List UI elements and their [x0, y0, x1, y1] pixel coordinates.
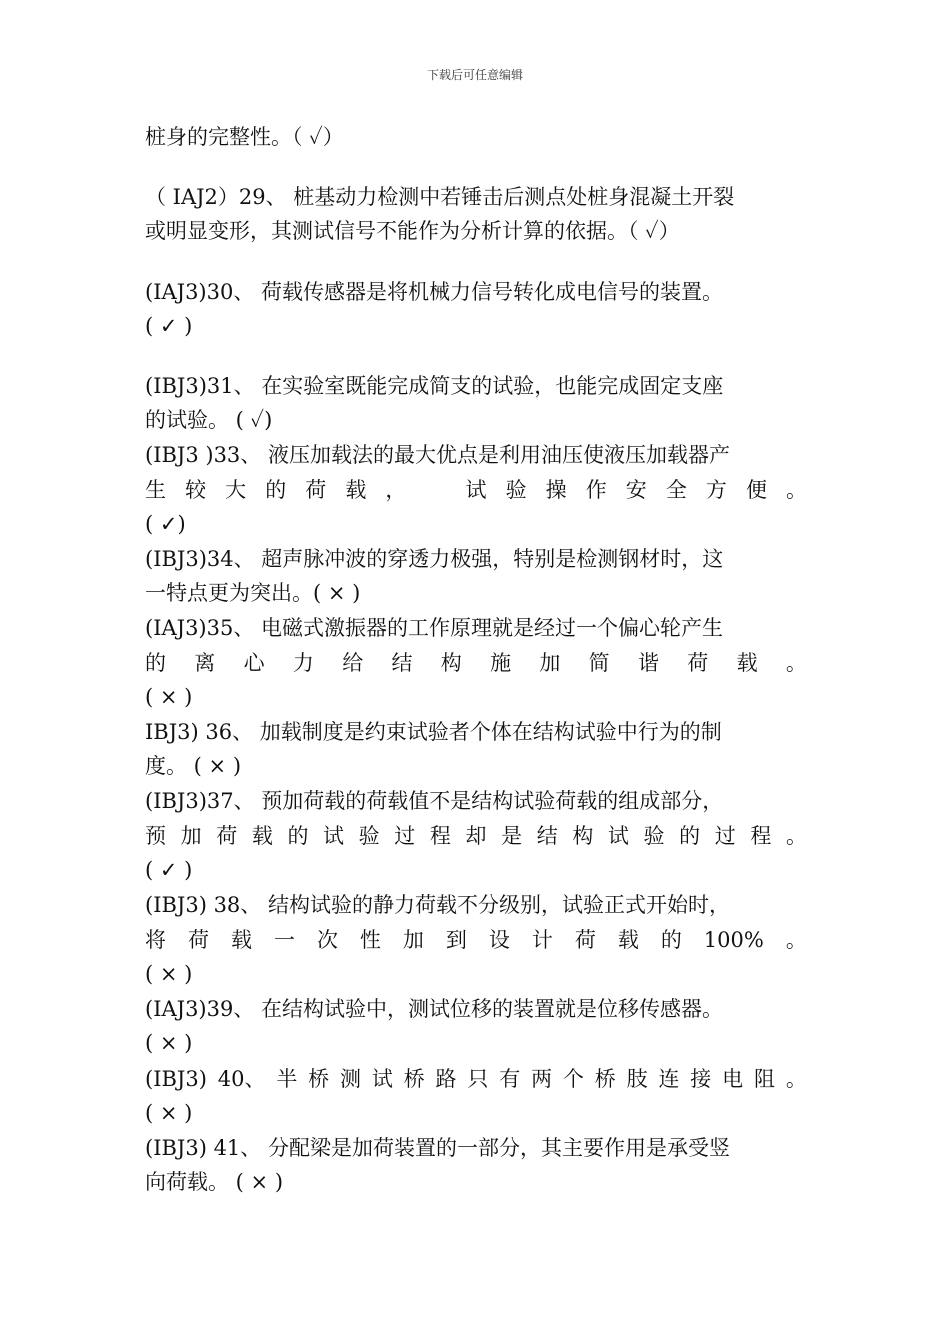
- spread-char: 验: [505, 478, 527, 502]
- spread-char: 载: [617, 928, 639, 952]
- spread-char: 加: [180, 824, 202, 848]
- spread-char: 半: [276, 1067, 298, 1091]
- spread-char: 力: [292, 651, 314, 675]
- spread-char: 验: [358, 824, 380, 848]
- question-41-line-1: (ⅠBJ3) 41、 分配梁是加荷装置的一部分，其主要作用是承受竖: [145, 1136, 730, 1160]
- spread-char: 载: [736, 651, 758, 675]
- question-34-line-2: 一特点更为突出。( × ): [145, 581, 361, 605]
- spread-char: 的: [265, 478, 287, 502]
- spread-char: 。: [785, 928, 807, 952]
- spread-char: 构: [572, 824, 594, 848]
- spread-char: 。: [786, 478, 807, 502]
- spread-char: 心: [243, 651, 265, 675]
- spread-char: 桥: [308, 1067, 330, 1091]
- spread-char: 试: [323, 824, 345, 848]
- spread-char: 一: [273, 928, 295, 952]
- question-35-line-2: [145, 650, 807, 676]
- spread-char: 两: [531, 1067, 553, 1091]
- spread-char: 只: [467, 1067, 489, 1091]
- spread-char: 性: [359, 928, 381, 952]
- spread-char: 荷: [687, 651, 709, 675]
- spread-char: [425, 477, 446, 503]
- spread-char: 测: [340, 1067, 362, 1091]
- spread-char: 桥: [403, 1067, 425, 1091]
- spread-char: 便: [745, 478, 767, 502]
- question-30-line-1: (ⅠAJ3)30、 荷载传感器是将机械力信号转化成电信号的装置。: [145, 280, 724, 304]
- spread-char: 荷: [305, 478, 327, 502]
- spread-char: 预: [145, 824, 166, 848]
- spread-char: 载: [345, 478, 367, 502]
- spread-char: 加: [539, 651, 561, 675]
- question-37-line-1: (ⅠBJ3)37、 预加荷载的荷载值不是结构试验荷载的组成部分，: [145, 789, 724, 813]
- spread-char: 全: [665, 478, 687, 502]
- spread-char: 40、: [217, 1067, 266, 1091]
- spread-char: 的: [287, 824, 309, 848]
- question-37-answer: ( ✓ ): [145, 858, 193, 882]
- spread-char: 个: [562, 1067, 584, 1091]
- spread-char: 阻: [753, 1067, 775, 1091]
- spread-char: 。: [785, 651, 807, 675]
- spread-char: 载: [230, 928, 252, 952]
- spread-char: 接: [690, 1067, 712, 1091]
- spread-char: 荷: [187, 928, 209, 952]
- spread-char: 验: [643, 824, 665, 848]
- question-34-line-1: (ⅠBJ3)34、 超声脉冲波的穿透力极强，特别是检测钢材时，这: [145, 547, 724, 571]
- spread-char: 100%: [703, 928, 764, 952]
- spread-char: 将: [145, 928, 166, 952]
- spread-char: 荷: [216, 824, 238, 848]
- question-38-line-2: [145, 927, 807, 953]
- spread-char: 次: [316, 928, 338, 952]
- spread-char: 方: [705, 478, 727, 502]
- question-40-answer: ( × ): [145, 1101, 193, 1125]
- spread-char: 是: [501, 824, 523, 848]
- spread-char: 简: [588, 651, 610, 675]
- spread-char: 加: [402, 928, 424, 952]
- page-header: 下载后可任意编辑: [426, 68, 523, 82]
- text-line: 桩身的完整性。（ ✓）: [145, 125, 344, 149]
- spread-char: 过: [394, 824, 416, 848]
- spread-char: (ⅠBJ3): [145, 1067, 207, 1091]
- question-40-line-1: [145, 1066, 807, 1092]
- spread-char: 计: [531, 928, 553, 952]
- spread-char: 。: [785, 1067, 807, 1091]
- spread-char: 的: [660, 928, 682, 952]
- spread-char: 载: [251, 824, 273, 848]
- spread-char: 施: [490, 651, 512, 675]
- question-33-line-1: (ⅠBJ3 )33、 液压加载法的最大优点是利用油压使液压加载器产: [145, 443, 730, 467]
- spread-char: 作: [585, 478, 607, 502]
- spread-char: 。: [785, 824, 807, 848]
- question-37-line-2: [145, 823, 807, 849]
- question-35-line-1: (ⅠAJ3)35、 电磁式激振器的工作原理就是经过一个偏心轮产生: [145, 616, 724, 640]
- question-33-answer: ( ✓): [145, 512, 186, 536]
- spread-char: 试: [607, 824, 629, 848]
- spread-char: 电: [722, 1067, 744, 1091]
- spread-char: 肢: [626, 1067, 648, 1091]
- spread-char: 程: [750, 824, 772, 848]
- spread-char: 的: [145, 651, 166, 675]
- question-41-line-2: 向荷载。 ( × ): [145, 1170, 284, 1194]
- question-29-line-1: （ ⅠAJ2）29、 桩基动力检测中若锤击后测点处桩身混凝土开裂: [145, 185, 735, 209]
- spread-char: 连: [658, 1067, 680, 1091]
- spread-char: 荷: [574, 928, 596, 952]
- question-36-line-2: 度。 ( × ): [145, 754, 242, 778]
- spread-char: 的: [679, 824, 701, 848]
- spread-char: 谐: [637, 651, 659, 675]
- spread-char: 构: [440, 651, 462, 675]
- spread-char: 试: [371, 1067, 393, 1091]
- question-36-line-1: ⅠBJ3) 36、 加载制度是约束试验者个体在结构试验中行为的制: [145, 720, 722, 744]
- spread-char: 试: [465, 478, 487, 502]
- spread-char: 结: [536, 824, 558, 848]
- spread-char: 过: [714, 824, 736, 848]
- spread-char: 生: [145, 478, 166, 502]
- spread-char: 桥: [594, 1067, 616, 1091]
- spread-char: 程: [429, 824, 451, 848]
- spread-char: 有: [499, 1067, 521, 1091]
- question-31-line-2: 的试验。 ( ✓): [145, 408, 273, 432]
- question-39-answer: ( × ): [145, 1031, 193, 1055]
- spread-char: ，: [385, 478, 407, 502]
- spread-char: 安: [625, 478, 647, 502]
- question-29-line-2: 或明显变形，其测试信号不能作为分析计算的依据。（ ✓）: [145, 219, 680, 243]
- spread-char: 给: [342, 651, 364, 675]
- spread-char: 设: [488, 928, 510, 952]
- spread-char: 却: [465, 824, 487, 848]
- spread-char: 大: [225, 478, 247, 502]
- spread-char: 离: [194, 651, 216, 675]
- question-39-line-1: (ⅠAJ3)39、 在结构试验中，测试位移的装置就是位移传感器。: [145, 997, 724, 1021]
- question-30-answer: ( ✓ ): [145, 314, 193, 338]
- question-31-line-1: (ⅠBJ3)31、 在实验室既能完成简支的试验，也能完成固定支座: [145, 374, 724, 398]
- spread-char: 结: [391, 651, 413, 675]
- question-33-line-2: [145, 477, 807, 503]
- question-38-answer: ( × ): [145, 962, 193, 986]
- question-35-answer: ( × ): [145, 685, 193, 709]
- question-38-line-1: (ⅠBJ3) 38、 结构试验的静力荷载不分级别，试验正式开始时，: [145, 893, 730, 917]
- spread-char: 路: [435, 1067, 457, 1091]
- spread-char: 操: [545, 478, 567, 502]
- spread-char: 到: [445, 928, 467, 952]
- spread-char: 较: [185, 478, 207, 502]
